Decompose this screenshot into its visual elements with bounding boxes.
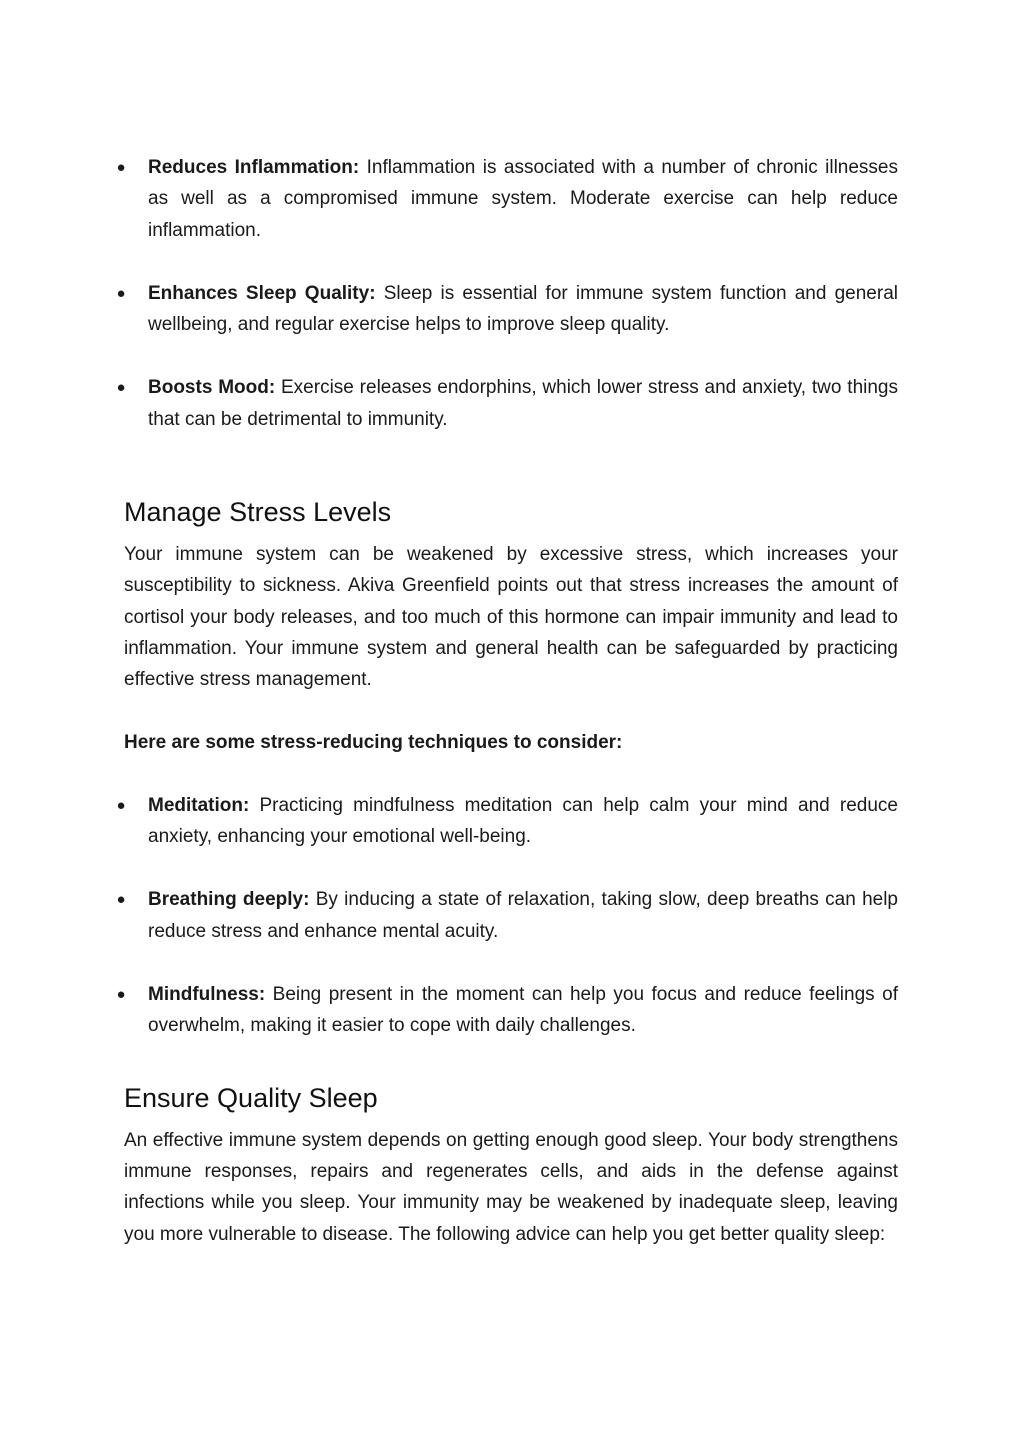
bullet-icon: ●: [116, 796, 126, 814]
list-item: [116, 372, 898, 435]
bullet-term: Boosts Mood:: [148, 377, 276, 399]
bullet-icon: ●: [116, 379, 126, 397]
bullet-term: Meditation:: [148, 794, 250, 816]
bullet-text: Exercise releases endorphins, which lower stress and anxiety, two things that can be detrimental to immunity.: [148, 377, 898, 430]
stress-techniques-lead-in: Here are some stress-reducing techniques to consider:: [124, 731, 623, 753]
document-content: [116, 152, 898, 1250]
list-item: [116, 884, 898, 947]
section-heading-sleep: Ensure Quality Sleep: [124, 1082, 378, 1113]
stress-techniques-list: [116, 790, 898, 1042]
exercise-benefits-list: [116, 152, 898, 435]
section-heading-stress: Manage Stress Levels: [124, 497, 392, 528]
list-item: [116, 278, 898, 341]
bullet-term: Breathing deeply:: [148, 889, 310, 911]
bullet-term: Enhances Sleep Quality:: [148, 282, 376, 304]
bullet-icon: ●: [116, 284, 126, 302]
bullet-icon: ●: [116, 986, 126, 1004]
list-item: [116, 790, 898, 853]
bullet-text: Practicing mindfulness meditation can help calm your mind and reduce anxiety, enhancing your emotional well-being.: [148, 794, 898, 848]
list-item: [116, 979, 898, 1042]
bullet-text: Sleep is essential for immune system function and general wellbeing, and regular exercise helps to improve sleep quality.: [148, 282, 898, 336]
bullet-term: Reduces Inflammation:: [148, 157, 360, 178]
stress-paragraph: Your immune system can be weakened by excessive stress, which increases your susceptibility to sickness. Akiva Greenfield points out that stress increases the amount of cortisol your body releases, and too much of this hormone can impair immunity and lead to inflammation. Your immune system and general health can be safeguarded by practicing effective stress management.: [124, 544, 898, 691]
bullet-term: Mindfulness:: [148, 984, 266, 1006]
sleep-paragraph: An effective immune system depends on getting enough good sleep. Your body strengthens immune responses, repairs and regenerates cells, and aids in the defense against infections while you sleep. Your immunity may be weakened by inadequate sleep, leaving you more vulnerable to disease. The following advice can help you get better quality sleep:: [124, 1129, 898, 1245]
bullet-icon: ●: [116, 891, 126, 909]
bullet-text: Being present in the moment can help you focus and reduce feelings of overwhelm, making it easier to cope with daily challenges.: [148, 984, 898, 1037]
bullet-icon: ●: [116, 159, 126, 176]
bullet-text: Inflammation is associated with a number of chronic illnesses as well as a compromised immune system. Moderate exercise can help reduce inflammation.: [148, 157, 898, 241]
list-item: [116, 152, 898, 246]
bullet-text: By inducing a state of relaxation, taking slow, deep breaths can help reduce stress and enhance mental acuity.: [148, 889, 898, 942]
